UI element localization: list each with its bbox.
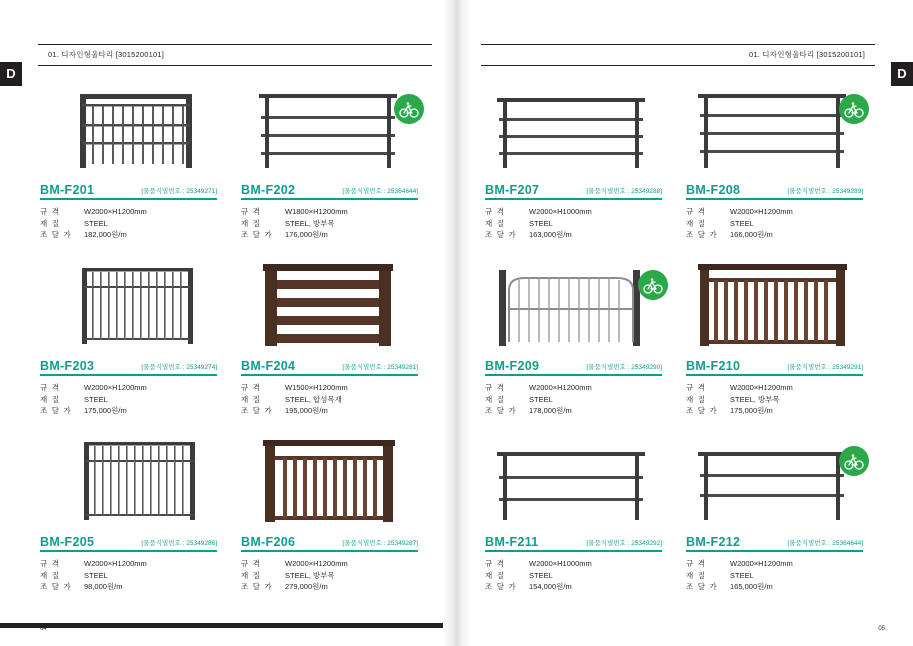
spec-label-price: 조 달 가 [241,582,273,591]
spec-label-price: 조 달 가 [485,582,517,591]
spec-value-material: STEEL [84,218,108,228]
product-name-row [40,356,217,376]
product-code: [물품식별번호 : 25349288] [586,188,662,195]
spec-value-price: 154,000원/m [529,582,572,591]
product-illustration-bm-f212 [686,432,863,528]
product-illustration-bm-f203 [40,256,217,352]
product-name: BM-F212 [686,535,741,549]
product-code: [물품식별번호 : 25364644] [342,188,418,195]
spec-label-size: 규 격 [485,559,506,568]
left-header-text: 01. 디자인형울타리 [3015200101] [48,50,164,59]
spec-label-size: 규 격 [485,383,506,392]
product-name-row [485,532,662,552]
product-illustration-bm-f207 [485,80,662,176]
product-row [40,256,426,432]
product-row [40,80,426,256]
spec-label-size: 규 격 [241,207,262,216]
spec-label-price: 조 달 가 [241,406,273,415]
spec-value-material: STEEL [84,394,108,404]
product-card[interactable] [485,432,662,608]
spec-label-size: 규 격 [485,207,506,216]
product-card[interactable] [241,432,418,608]
product-illustration-bm-f211 [485,432,662,528]
product-name-row [241,356,418,376]
spec-label-material: 재 질 [241,218,262,228]
spec-value-price: 166,000원/m [730,230,773,239]
spec-label-material: 재 질 [686,570,707,580]
product-name: BM-F211 [485,535,539,549]
spec-label-size: 규 격 [40,383,61,392]
product-illustration-bm-f209 [485,256,662,352]
product-row [485,256,871,432]
spec-label-material: 재 질 [686,394,707,404]
spec-value-price: 178,000원/m [529,406,572,415]
product-code: [물품식별번호 : 25349286] [141,540,217,547]
spec-label-price: 조 달 가 [686,406,718,415]
spec-value-price: 176,000원/m [285,230,328,239]
product-illustration-bm-f208 [686,80,863,176]
spec-value-size: W2000×H1000mm [529,559,592,568]
product-name: BM-F203 [40,359,95,373]
spec-label-size: 규 격 [686,383,707,392]
left-product-grid [40,80,426,608]
product-card[interactable] [686,256,863,432]
right-page-header [481,44,875,66]
spec-label-price: 조 달 가 [485,230,517,239]
product-illustration-bm-f202 [241,80,418,176]
product-code: [물품식별번호 : 25364644] [787,540,863,547]
product-spec [241,382,418,417]
product-name-row [485,356,662,376]
product-name-row [40,180,217,200]
product-code: [물품식별번호 : 25349281] [342,364,418,371]
right-page [457,0,913,646]
spec-label-material: 재 질 [485,394,506,404]
spec-value-size: W1500×H1200mm [285,383,348,392]
spec-value-material: STEEL [730,570,754,580]
product-name: BM-F204 [241,359,296,373]
product-spec [241,206,418,241]
product-spec [485,558,662,593]
product-illustration-bm-f210 [686,256,863,352]
product-code: [물품식별번호 : 25349271] [141,188,217,195]
product-name-row [485,180,662,200]
left-page-header [38,44,432,66]
spec-value-price: 175,000원/m [730,406,773,415]
spec-label-size: 규 격 [686,559,707,568]
product-card[interactable] [686,432,863,608]
spec-label-size: 규 격 [40,207,61,216]
product-name-row [241,180,418,200]
product-code: [물품식별번호 : 25349287] [342,540,418,547]
bicycle-badge [839,94,869,124]
product-code: [물품식별번호 : 25349292] [586,540,662,547]
spec-label-material: 재 질 [485,570,506,580]
spec-value-size: W2000×H1200mm [730,559,793,568]
product-spec [686,206,863,241]
product-illustration-bm-f204 [241,256,418,352]
product-card[interactable] [241,80,418,256]
spec-value-size: W2000×H1000mm [529,207,592,216]
spec-label-price: 조 달 가 [40,582,72,591]
spec-label-price: 조 달 가 [40,230,72,239]
product-code: [물품식별번호 : 25349289] [787,188,863,195]
product-name-row [686,356,863,376]
product-row [485,432,871,608]
spec-label-price: 조 달 가 [241,230,273,239]
product-name: BM-F202 [241,183,296,197]
spec-value-size: W2000×H1200mm [84,383,147,392]
product-name: BM-F210 [686,359,741,373]
spec-value-size: W2000×H1200mm [84,559,147,568]
product-spec [40,206,217,241]
spec-label-material: 재 질 [686,218,707,228]
spec-value-size: W2000×H1200mm [730,383,793,392]
product-card[interactable] [40,256,217,432]
product-name-row [686,532,863,552]
product-row [40,432,426,608]
product-code: [물품식별번호 : 25349291] [787,364,863,371]
product-name: BM-F206 [241,535,296,549]
left-page-number: 04 [40,626,47,632]
product-code: [물품식별번호 : 25349274] [141,364,217,371]
product-illustration-bm-f206 [241,432,418,528]
bicycle-badge [394,94,424,124]
left-section-tab: D [0,62,22,86]
product-spec [686,382,863,417]
product-spec [40,558,217,593]
product-spec [485,382,662,417]
spec-value-material: STEEL [730,218,754,228]
spec-value-material: STEEL, 방부목 [730,394,780,404]
product-row [485,80,871,256]
product-card[interactable] [241,256,418,432]
spec-value-price: 165,000원/m [730,582,773,591]
spec-label-material: 재 질 [485,218,506,228]
spec-value-price: 182,000원/m [84,230,127,239]
right-header-text: 01. 디자인형울타리 [3015200101] [749,50,865,59]
product-name: BM-F209 [485,359,540,373]
spec-value-price: 279,000원/m [285,582,328,591]
product-name: BM-F207 [485,183,540,197]
spec-label-price: 조 달 가 [485,406,517,415]
spec-value-material: STEEL, 합성목재 [285,394,342,404]
spec-value-size: W2000×H1200mm [84,207,147,216]
spec-value-size: W2000×H1200mm [285,559,348,568]
spec-label-material: 재 질 [40,218,61,228]
spec-value-price: 98,000원/m [84,582,123,591]
spec-value-material: STEEL [529,570,553,580]
spec-label-material: 재 질 [40,394,61,404]
bicycle-badge [638,270,668,300]
product-name-row [241,532,418,552]
product-card[interactable] [485,256,662,432]
product-card[interactable] [40,80,217,256]
product-card[interactable] [40,432,217,608]
spec-value-material: STEEL [529,394,553,404]
spec-label-size: 규 격 [241,383,262,392]
right-product-grid [485,80,871,608]
spec-value-size: W2000×H1200mm [730,207,793,216]
right-section-tab: D [891,62,913,86]
product-illustration-bm-f201 [40,80,217,176]
spec-label-price: 조 달 가 [686,230,718,239]
spec-value-price: 163,000원/m [529,230,572,239]
spec-value-size: W1800×H1200mm [285,207,348,216]
product-name: BM-F205 [40,535,95,549]
left-page [0,0,456,646]
right-page-number: 05 [878,626,885,632]
product-name-row [686,180,863,200]
spec-value-material: STEEL, 방부목 [285,218,335,228]
spec-value-material: STEEL, 방부목 [285,570,335,580]
product-illustration-bm-f205 [40,432,217,528]
spec-value-price: 175,000원/m [84,406,127,415]
product-spec [686,558,863,593]
product-code: [물품식별번호 : 25349290] [586,364,662,371]
bicycle-badge [839,446,869,476]
spec-label-price: 조 달 가 [686,582,718,591]
spec-value-size: W2000×H1200mm [529,383,592,392]
spec-label-material: 재 질 [241,394,262,404]
product-name: BM-F201 [40,183,95,197]
product-card[interactable] [485,80,662,256]
product-name: BM-F208 [686,183,741,197]
spec-value-material: STEEL [529,218,553,228]
spec-value-price: 195,000원/m [285,406,328,415]
product-card[interactable] [686,80,863,256]
product-spec [40,382,217,417]
spec-label-size: 규 격 [686,207,707,216]
product-spec [485,206,662,241]
product-spec [241,558,418,593]
spec-label-price: 조 달 가 [40,406,72,415]
spec-label-material: 재 질 [40,570,61,580]
spec-label-size: 규 격 [40,559,61,568]
spec-label-material: 재 질 [241,570,262,580]
spec-value-material: STEEL [84,570,108,580]
product-name-row [40,532,217,552]
spec-label-size: 규 격 [241,559,262,568]
